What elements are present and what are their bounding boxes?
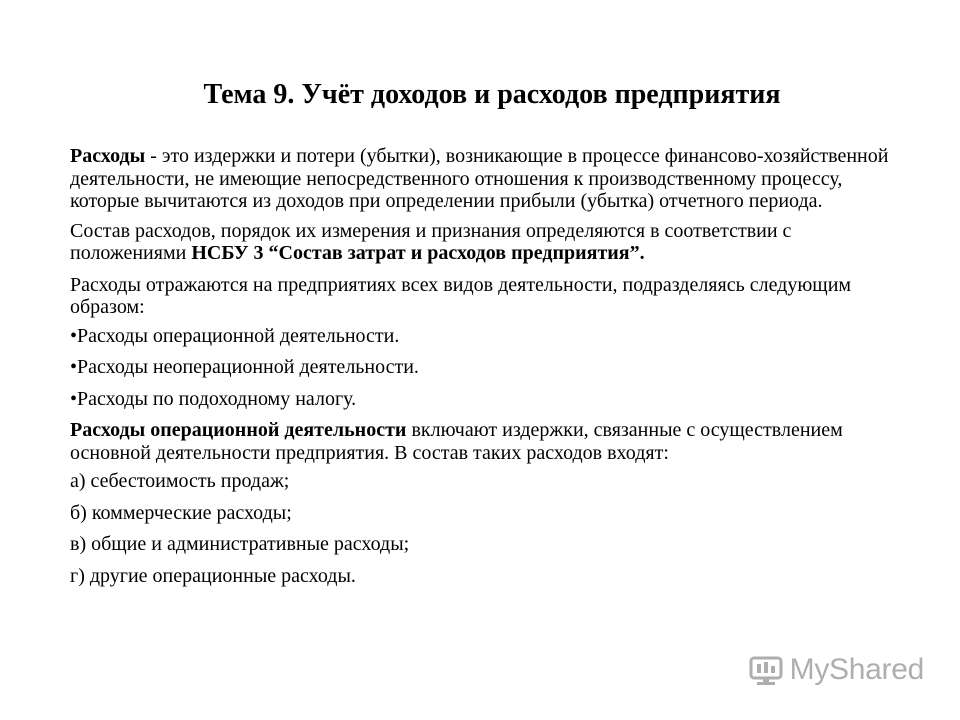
definition-text: - это издержки и потери (убытки), возникающие в процессе финансово-хозяйственной деятельности, не имеющие непосредственного отношения к производственному процессу, которые вычитаются из доходов при определении прибыли (убытка) отчетного периода. <box>70 145 889 212</box>
watermark-text: MyShared <box>789 653 924 686</box>
operational-paragraph <box>70 419 908 464</box>
list-item: г) другие операционные расходы. <box>70 564 356 587</box>
classification-paragraph: Расходы отражаются на предприятиях всех видов деятельности, подразделяясь следующим образом: <box>70 273 852 318</box>
operational-text: включают издержки, связанные с осуществлением основной деятельности предприятия. В состав таких расходов входят: <box>70 419 843 464</box>
operational-term: Расходы операционной деятельности <box>70 419 407 441</box>
definition-paragraph <box>70 145 908 213</box>
myshared-logo-icon <box>748 652 784 688</box>
bullet-item: •Расходы неоперационной деятельности. <box>70 356 419 378</box>
bullet-item: •Расходы операционной деятельности. <box>70 324 400 347</box>
composition-paragraph <box>70 220 908 265</box>
list-item: в) общие и административные расходы; <box>70 533 410 555</box>
slide-body <box>70 145 908 587</box>
myshared-watermark <box>748 652 924 688</box>
list-item: б) коммерческие расходы; <box>70 501 292 524</box>
definition-term: Расходы <box>70 145 146 167</box>
bullet-item: •Расходы по подоходному налогу. <box>70 387 357 410</box>
standard-reference: НСБУ 3 “Состав затрат и расходов предприятия”. <box>191 242 645 264</box>
composition-text: Состав расходов, порядок их измерения и признания определяются в соответствии с положениями <box>70 219 792 264</box>
list-item: а) себестоимость продаж; <box>70 470 290 492</box>
slide-title: Тема 9. Учёт доходов и расходов предприятия <box>203 79 781 110</box>
